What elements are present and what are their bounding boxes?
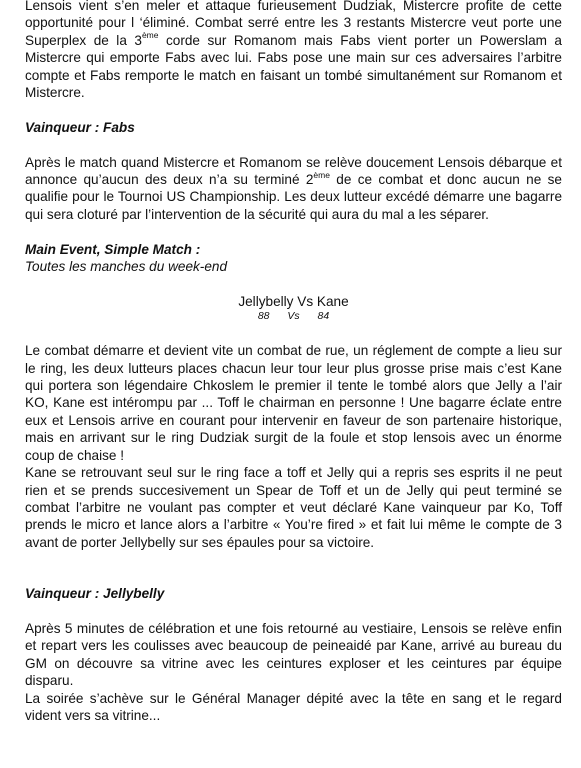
- paragraph-main-event-fight: Le combat démarre et devient vite un combat de rue, un réglement de compte a lieu sur le ring, les deux lutteurs places chacun leur tour leur plus grosse prise mais c’est Kane qui portera son légendaire Chkoslem le premier il tente le tombé alors que Jelly a l’air KO, Kane est intérompu par ... Toff le chairman en personne ! Une bagarre éclate entre eux et Lensois arrive en courant pour intervenir en faveur de son partenaire historique, mais en arrivant sur le ring Dudziak surgit de la foule et stop lensois avec un énorme coup de chaise !: [25, 343, 562, 463]
- paragraph-match-recap: [25, 0, 562, 101]
- winner-heading-jellybelly: Vainqueur : Jellybelly: [25, 586, 165, 602]
- score-kane: 84: [317, 310, 330, 323]
- match-scores: [25, 310, 562, 323]
- winner-heading-fabs: Vainqueur : Fabs: [25, 119, 135, 135]
- score-vs: Vs: [287, 310, 300, 323]
- main-event-heading: Main Event, Simple Match :: [25, 241, 201, 257]
- paragraph-text: Lensois vient s’en meler et attaque furieusement Dudziak, Mistercre profite de cette opportunité pour l ‘éliminé. Combat serré entre les 3 restants Mistercre veut porte une Superplex de la 3: [25, 0, 562, 48]
- superscript: ème: [313, 169, 330, 180]
- paragraph-aftermath: Après 5 minutes de célébration et une fois retourné au vestiaire, Lensois se relève enfin et repart vers les coulisses avec beaucoup de peineaidé par Kane, arrivé au bureau du GM on découvre sa vitrine avec les ceintures exploser et les ceintures par équipe disparu.: [25, 620, 562, 689]
- match-title: Jellybelly Vs Kane: [238, 293, 349, 309]
- score-jellybelly: 88: [257, 310, 270, 323]
- paragraph-text: de ce combat et donc aucun ne se qualifie pour le Tournoi US Championship. Les deux lutteur excédé démarre une bagarre qui sera cloturé par l’intervention de la sécurité qui aura du mal a les séparer.: [25, 172, 562, 222]
- main-event-subtitle: Toutes les manches du week-end: [25, 259, 228, 275]
- paragraph-text: Après le match quand Mistercre et Romanom se relève doucement Lensois débarque et annonce qu’aucun des deux n’a su terminé 2: [25, 154, 562, 188]
- paragraph-ending: La soirée s’achève sur le Général Manager dépité avec la tête en sang et le regard vident vers sa vitrine...: [25, 690, 562, 723]
- document-page: [25, 0, 562, 724]
- paragraph-text: corde sur Romanom mais Fabs vient porter un Powerslam a Mistercre qui emporte Fabs avec lui. Fabs pose une main sur ces adversaires l’arbitre compte et Fabs remporte le match en faisant un tombé simultanément sur Romanom et Mistercre.: [25, 32, 562, 101]
- superscript: ème: [141, 30, 159, 41]
- paragraph-post-match: [25, 154, 562, 224]
- paragraph-main-event-finish: Kane se retrouvant seul sur le ring face a toff et Jelly qui a repris ses esprits il ne peut rien et se prends succesivement un Spear de Toff et un de Jelly qui peut terminé se combat l’arbitre ne voulant pas compter et veut déclaré Kane vainqueur par Ko, Toff prends le micro et lance alors a l’arbitre « You’re fired » et fait lui même le compte de 3 avant de porter Jellybelly sur ses épaules pour sa victoire.: [25, 465, 562, 550]
